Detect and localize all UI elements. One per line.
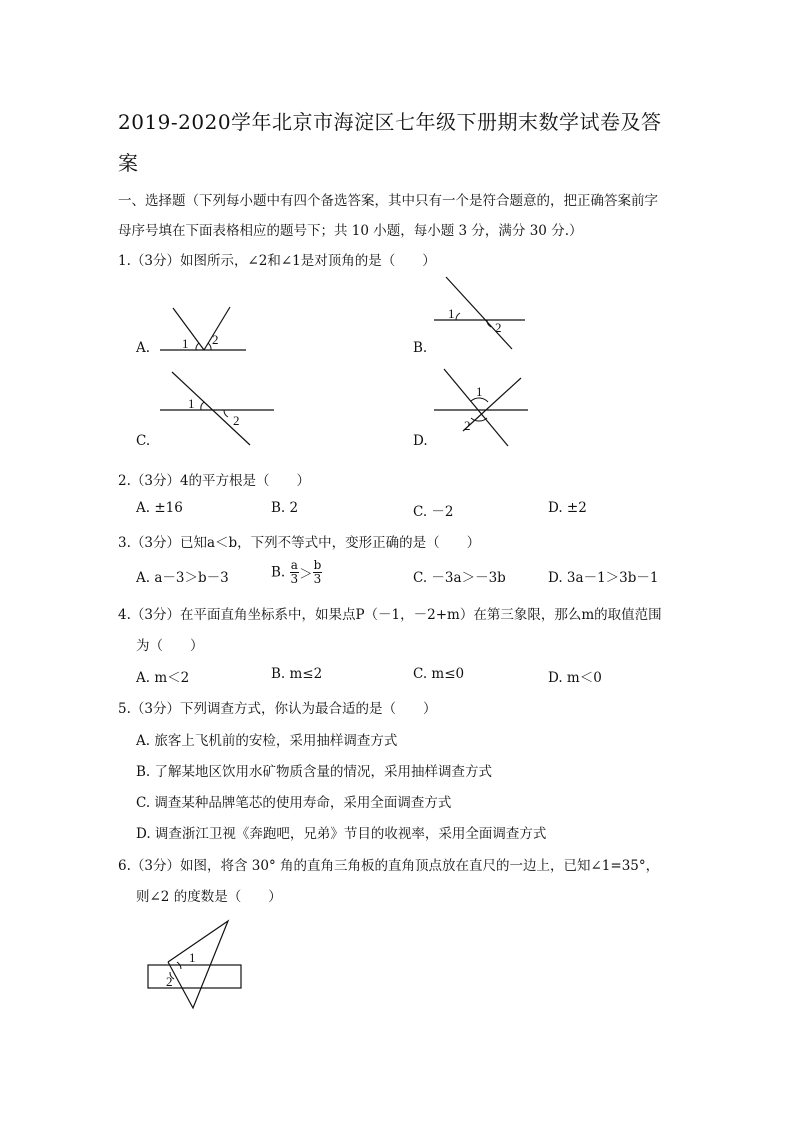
q6-stem-line1: 6.（3分）如图，将含 30° 角的直角三角板的直角顶点放在直尺的一边上，已知∠1=35°， <box>118 858 660 874</box>
q1-c-angle1-label: 1 <box>188 396 195 411</box>
q5-option-a: A. 旅客上飞机前的安检，采用抽样调查方式 <box>136 733 398 749</box>
q3-option-c: C. －3a＞－3b <box>413 570 506 586</box>
q5-option-b: B. 了解某地区饮用水矿物质含量的情况，采用抽样调查方式 <box>136 764 493 780</box>
q1-option-a-label: A. <box>136 340 151 356</box>
q1-d-angle2-label: 2 <box>464 418 471 433</box>
q4-option-c: C. m≤0 <box>413 666 465 682</box>
q1-d-angle1-label: 1 <box>476 384 483 399</box>
page-title-line1: 2019-2020学年北京市海淀区七年级下册期末数学试卷及答 <box>118 110 662 134</box>
q1-b-angle1-label: 1 <box>448 306 455 321</box>
q3-fraction-b-denominator: 3 <box>313 572 322 586</box>
q1-option-b-label: B. <box>413 340 428 356</box>
page-title-line2: 案 <box>118 151 139 175</box>
q6-angle1-label: 1 <box>189 950 196 965</box>
q4-option-b: B. m≤2 <box>271 666 323 682</box>
q4-stem-line2: 为（ ） <box>136 638 204 654</box>
q3-option-b-relation: ＞ <box>299 566 313 583</box>
section-heading-line1: 一、选择题（下列每小题中有四个备选答案，其中只有一个是符合题意的，把正确答案前字 <box>118 193 658 209</box>
q1-option-d-label: D. <box>413 433 428 449</box>
q5-option-c: C. 调查某种品牌笔芯的使用寿命，采用全面调查方式 <box>136 795 452 811</box>
q1-b-angle2-label: 2 <box>495 320 502 335</box>
q3-fraction-a-denominator: 3 <box>290 572 299 586</box>
q3-fraction-a-numerator: a <box>290 558 298 572</box>
q4-option-d: D. m＜0 <box>548 670 602 686</box>
q2-option-a: A. ±16 <box>136 500 183 516</box>
q5-stem: 5.（3分）下列调查方式，你认为最合适的是（ ） <box>118 701 437 717</box>
section-heading-line2: 母序号填在下面表格相应的题号下；共 10 小题，每小题 3 分，满分 30 分.） <box>118 223 583 239</box>
q2-option-d: D. ±2 <box>548 500 587 516</box>
q6-angle2-label: 2 <box>166 974 173 989</box>
q3-fraction-b-numerator: b <box>313 558 322 572</box>
q1-option-c-label: C. <box>136 433 151 449</box>
q1-stem: 1.（3分）如图所示，∠2和∠1是对顶角的是（ ） <box>118 253 436 269</box>
q6-stem-line2: 则∠2 的度数是（ ） <box>136 889 282 905</box>
q1-a-angle2-label: 2 <box>212 332 219 347</box>
q3-option-d: D. 3a－1＞3b－1 <box>548 570 659 586</box>
q1-c-angle2-label: 2 <box>233 413 240 428</box>
q2-option-b: B. 2 <box>271 500 299 516</box>
q3-option-a: A. a－3＞b－3 <box>136 570 229 586</box>
q1-a-angle1-label: 1 <box>182 336 189 351</box>
q4-option-a: A. m＜2 <box>136 670 190 686</box>
q4-stem-line1: 4.（3分）在平面直角坐标系中，如果点P（－1，－2+m）在第三象限，那么m的取值范围 <box>118 607 662 623</box>
q2-option-c: C. －2 <box>413 504 454 520</box>
q3-option-b-label: B. <box>271 564 286 581</box>
q2-stem: 2.（3分）4的平方根是（ ） <box>118 473 311 489</box>
q3-stem: 3.（3分）已知a＜b，下列不等式中，变形正确的是（ ） <box>118 535 481 551</box>
q5-option-d: D. 调查浙江卫视《奔跑吧，兄弟》节目的收视率，采用全面调查方式 <box>136 826 547 842</box>
